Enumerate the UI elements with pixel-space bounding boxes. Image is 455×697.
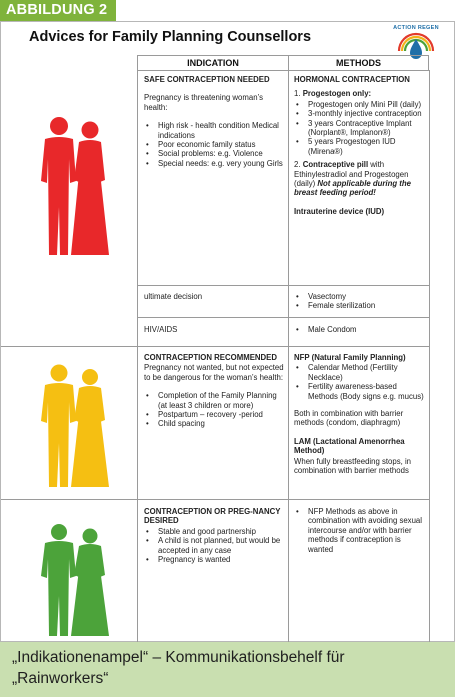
progest-label: Progestogen only:	[302, 89, 372, 99]
caption-line-2: „Rainworkers“	[12, 670, 109, 687]
nfp-title: NFP (Natural Family Planning)	[294, 353, 406, 362]
list-item: • Stable and good partnership	[144, 527, 284, 536]
lam-text: When fully breastfeeding stops, in combination with barrier methods	[294, 456, 412, 476]
yellow-couple-icon	[39, 363, 115, 491]
red-ind-title: SAFE CONTRACEPTION NEEDED	[144, 75, 270, 84]
list-item: • Completion of the Family Planning (at least 3 children or more)	[144, 391, 284, 410]
list-item: • Fertility awareness-based Methods (Body signs e.g. mucus)	[294, 382, 427, 401]
lam-title: LAM (Lactational Amenorrhea Method)	[294, 436, 405, 456]
list-item: • High risk - health condition Medical indications	[144, 121, 284, 140]
list-item: • 3-monthly injective contraception	[294, 109, 427, 118]
progest-num: 1.	[294, 89, 301, 99]
green-indication	[144, 507, 284, 564]
list-item: • Vasectomy	[294, 292, 427, 301]
hiv-label: HIV/AIDS	[144, 325, 178, 334]
red-indication	[144, 75, 284, 168]
figure-card	[0, 21, 455, 642]
logo-text: ACTION REGEN	[393, 25, 439, 31]
combined-note: Not applicable during the breast feeding period!	[294, 179, 411, 198]
list-item: • Poor economic family status	[144, 140, 284, 149]
green-methods	[294, 507, 427, 554]
list-item: • Social problems: e.g. Violence	[144, 149, 284, 158]
yellow-ind-intro: Pregnancy not wanted, but not expected to be dangerous for the woman’s health:	[144, 363, 284, 382]
figure-tag: ABBILDUNG 2	[0, 0, 116, 21]
list-item: • Special needs: e.g. very young Girls	[144, 159, 284, 168]
list-item: • 5 years Progestogen IUD (Mirena®)	[294, 137, 427, 156]
red-met-title: HORMONAL CONTRACEPTION	[294, 75, 410, 84]
green-ind-title: CONTRACEPTION OR PREG-NANCY DESIRED	[144, 507, 281, 526]
ultimate-methods	[294, 292, 427, 311]
list-item: • Postpartum – recovery -period	[144, 410, 284, 419]
red-ind-intro: Pregnancy is threatening woman’s health:	[144, 93, 264, 112]
list-item: • Male Condom	[294, 325, 427, 334]
combined-label: Contraceptive pill	[302, 160, 369, 170]
yellow-methods	[294, 353, 427, 476]
combined-text: with Ethinylestradiol and Progestogen (daily)	[294, 160, 409, 189]
list-item: • Calendar Method (Fertility Necklace)	[294, 363, 427, 382]
nfp-combo: Both in combination with barrier methods (condom, diaphragm)	[294, 409, 404, 428]
red-couple-icon	[39, 115, 115, 265]
list-item: • Progestogen only Mini Pill (daily)	[294, 100, 427, 109]
list-item: • Child spacing	[144, 419, 284, 428]
list-item: • A child is not planned, but would be accepted in any case	[144, 536, 284, 555]
caption-line-1: „Indikationenampel“ – Kommunikationsbehelf für	[12, 649, 345, 666]
yellow-ind-title: CONTRACEPTION RECOMMENDED	[144, 353, 277, 362]
red-methods	[294, 75, 427, 217]
green-couple-icon	[39, 523, 115, 639]
list-item: • Female sterilization	[294, 301, 427, 310]
header-indication: INDICATION	[137, 55, 288, 71]
header-methods: METHODS	[288, 55, 429, 71]
figure-caption	[0, 642, 455, 697]
list-item: • NFP Methods as above in combination with avoiding sexual intercourse and/or with barrier methods if contraception is wanted	[294, 507, 427, 554]
list-item: • 3 years Contraceptive Implant (Norplant®, Implanon®)	[294, 119, 427, 138]
page-title: Advices for Family Planning Counsellors	[29, 29, 312, 45]
iud-label: Intrauterine device (IUD)	[294, 206, 385, 216]
ultimate-label: ultimate decision	[144, 292, 203, 301]
yellow-indication	[144, 353, 284, 429]
combined-num: 2.	[294, 160, 301, 170]
hiv-methods	[294, 325, 427, 334]
list-item: • Pregnancy is wanted	[144, 555, 284, 564]
